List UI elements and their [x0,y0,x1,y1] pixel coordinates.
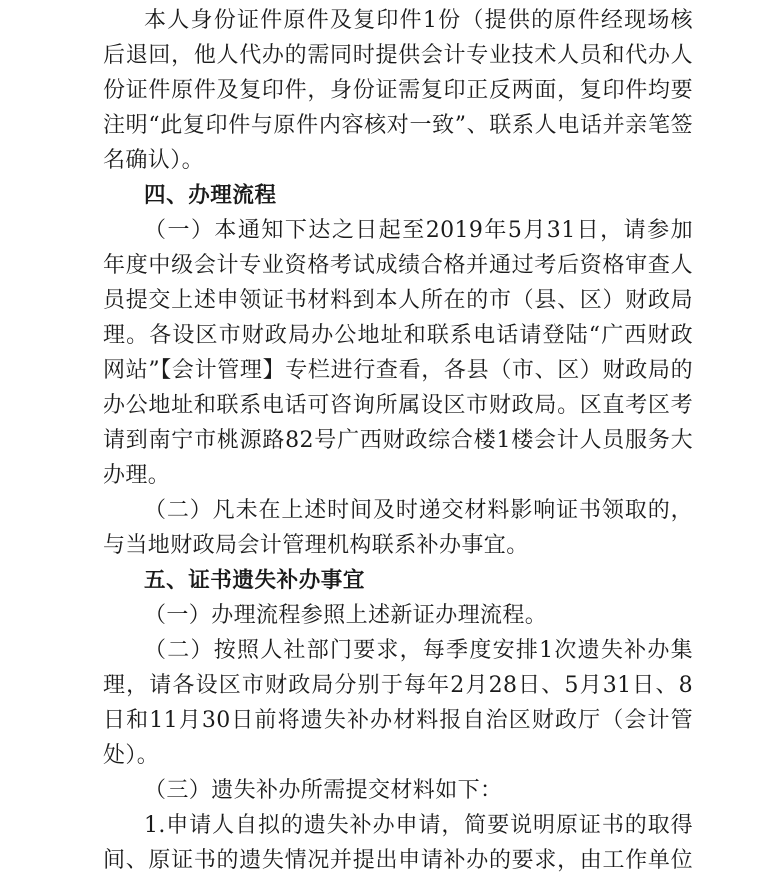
paragraph-line: 年度中级会计专业资格考试成绩合格并通过考后资格审查人 [103,253,693,278]
paragraph-line: 注明“此复印件与原件内容核对一致”、联系人电话并亲笔签 [103,113,693,138]
paragraph-line: 理。各设区市财政局办公地址和联系电话请登陆“广西财政 [103,323,693,348]
paragraph-line: 与当地财政局会计管理机构联系补办事宜。 [103,533,529,558]
section-heading-5: 五、证书遗失补办事宜 [144,568,366,593]
section-heading-4: 四、办理流程 [144,183,277,208]
paragraph-line: 员提交上述申领证书材料到本人所在的市（县、区）财政局 [103,288,693,313]
paragraph-line: 请到南宁市桃源路82号广西财政综合楼1楼会计人员服务大 [103,428,693,453]
paragraph-line: （一）办理流程参照上述新证办理流程。 [144,603,548,628]
paragraph-line: 后退回，他人代办的需同时提供会计专业技术人员和代办人 [103,43,693,68]
paragraph-line: 网站”【会计管理】专栏进行查看，各县（市、区）财政局的 [103,358,693,383]
paragraph-line: 名确认）。 [103,148,205,173]
paragraph-line: 理，请各设区市财政局分别于每年2月28日、5月31日、8 [103,673,693,698]
paragraph-line: （二）按照人社部门要求，每季度安排1次遗失补办集 [144,638,693,663]
paragraph-line: 办理。 [103,463,171,488]
paragraph-line: 份证件原件及复印件，身份证需复印正反两面，复印件均要 [103,78,693,103]
paragraph-line: 1.申请人自拟的遗失补办申请，简要说明原证书的取得 [144,813,693,838]
paragraph-line: （一）本通知下达之日起至2019年5月31日，请参加 [144,218,693,243]
paragraph-line: 间、原证书的遗失情况并提出申请补办的要求，由工作单位 [103,848,693,873]
paragraph-line: 处）。 [103,743,160,768]
paragraph-line: 办公地址和联系电话可咨询所属设区市财政局。区直考区考 [103,393,693,418]
paragraph-line: （二）凡未在上述时间及时递交材料影响证书领取的， [144,498,693,523]
paragraph-line: （三）遗失补办所需提交材料如下： [144,778,503,803]
paragraph-line: 本人身份证件原件及复印件1份（提供的原件经现场核 [144,8,693,33]
paragraph-line: 日和11月30日前将遗失补办材料报自治区财政厅（会计管 [103,708,693,733]
